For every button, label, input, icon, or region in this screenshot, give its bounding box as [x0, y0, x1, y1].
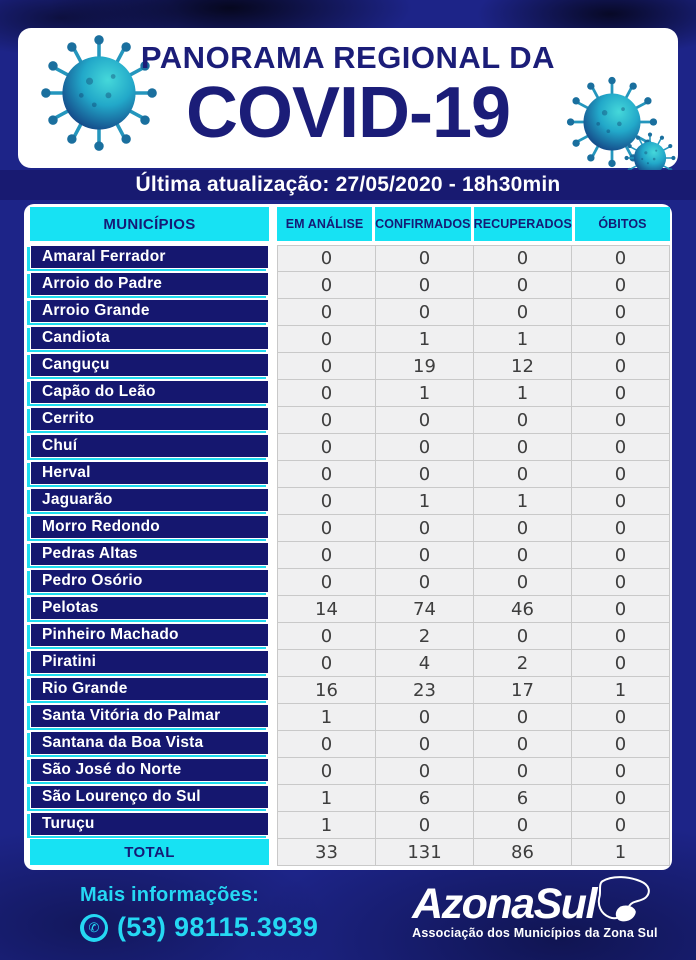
municipality-cell: Rio Grande	[30, 677, 269, 701]
value-cell-em-analise: 0	[277, 271, 376, 299]
table-row	[27, 812, 670, 839]
zona-sul-map-icon	[592, 874, 658, 930]
municipality-cell: Jaguarão	[30, 488, 269, 512]
value-cell-recuperados: 17	[473, 676, 572, 704]
municipality-cell: Arroio do Padre	[30, 272, 269, 296]
table-row	[27, 569, 670, 596]
value-cell-em-analise: 0	[277, 622, 376, 650]
page-title-covid: COVID-19	[185, 73, 511, 153]
value-cell-obitos: 0	[571, 568, 670, 596]
table-row	[27, 245, 670, 272]
municipality-cell: Pinheiro Machado	[30, 623, 269, 647]
value-cell-confirmados: 0	[375, 245, 474, 272]
municipality-cell: Capão do Leão	[30, 380, 269, 404]
table-row	[27, 434, 670, 461]
column-header-municipios: MUNICÍPIOS	[30, 207, 269, 241]
value-cell-em-analise: 0	[277, 433, 376, 461]
value-cell-recuperados: 0	[473, 406, 572, 434]
value-cell-em-analise: 0	[277, 460, 376, 488]
value-cells	[277, 245, 670, 272]
table-row	[27, 785, 670, 812]
table-row	[27, 731, 670, 758]
table-row	[27, 272, 670, 299]
value-cells	[277, 272, 670, 299]
value-cell-em-analise: 14	[277, 595, 376, 623]
municipality-cell: São Lourenço do Sul	[30, 785, 269, 809]
value-cell-confirmados: 1	[375, 379, 474, 407]
value-cell-confirmados: 0	[375, 460, 474, 488]
municipality-cell: Herval	[30, 461, 269, 485]
value-cell-obitos: 0	[571, 757, 670, 785]
value-cell-confirmados: 0	[375, 811, 474, 839]
update-banner: Última atualização: 27/05/2020 - 18h30min	[0, 170, 696, 200]
total-row	[27, 839, 670, 866]
table-row	[27, 758, 670, 785]
column-header-obitos: ÓBITOS	[575, 207, 670, 241]
table-row	[27, 326, 670, 353]
page-title: PANORAMA REGIONAL DA	[140, 40, 556, 75]
value-cells	[277, 650, 670, 677]
value-cell-recuperados: 0	[473, 730, 572, 758]
value-cell-confirmados: 1	[375, 325, 474, 353]
table-row	[27, 542, 670, 569]
contact-block	[80, 884, 318, 943]
value-cells	[277, 785, 670, 812]
phone-row	[80, 912, 318, 943]
value-cell-confirmados: 23	[375, 676, 474, 704]
value-cell-confirmados: 2	[375, 622, 474, 650]
value-cells	[277, 353, 670, 380]
value-cells	[277, 380, 670, 407]
value-cell-recuperados: 0	[473, 298, 572, 326]
value-cell-obitos: 0	[571, 487, 670, 515]
table-row	[27, 461, 670, 488]
value-cell-confirmados: 1	[375, 487, 474, 515]
value-cell-obitos: 0	[571, 730, 670, 758]
table-row	[27, 353, 670, 380]
value-cell-confirmados: 6	[375, 784, 474, 812]
total-cell-obitos: 1	[571, 838, 670, 866]
logo-row	[412, 878, 658, 930]
value-cell-obitos: 0	[571, 541, 670, 569]
value-cell-obitos: 0	[571, 271, 670, 299]
value-cell-em-analise: 1	[277, 703, 376, 731]
value-cells	[277, 542, 670, 569]
municipality-cell: São José do Norte	[30, 758, 269, 782]
value-cells	[277, 326, 670, 353]
column-header-em-analise: EM ANÁLISE	[277, 207, 372, 241]
value-cell-obitos: 0	[571, 514, 670, 542]
value-cell-em-analise: 0	[277, 514, 376, 542]
municipality-cell: Morro Redondo	[30, 515, 269, 539]
value-cell-obitos: 0	[571, 622, 670, 650]
municipality-cell: Piratini	[30, 650, 269, 674]
value-cells	[277, 569, 670, 596]
value-cell-obitos: 0	[571, 325, 670, 353]
municipality-cell: Canguçu	[30, 353, 269, 377]
value-cell-confirmados: 0	[375, 703, 474, 731]
value-cell-confirmados: 74	[375, 595, 474, 623]
value-cell-recuperados: 0	[473, 568, 572, 596]
column-header-recuperados: RECUPERADOS	[474, 207, 572, 241]
municipality-cell: Turuçu	[30, 812, 269, 836]
value-cell-recuperados: 0	[473, 757, 572, 785]
covid-table	[24, 204, 672, 870]
value-cell-obitos: 0	[571, 406, 670, 434]
phone-icon	[80, 914, 108, 942]
azonasul-logo	[412, 878, 658, 940]
value-cell-obitos: 0	[571, 460, 670, 488]
value-cell-recuperados: 2	[473, 649, 572, 677]
total-cell-confirmados: 131	[375, 838, 474, 866]
value-cells	[277, 704, 670, 731]
value-cell-confirmados: 0	[375, 298, 474, 326]
value-cell-recuperados: 46	[473, 595, 572, 623]
table-row	[27, 407, 670, 434]
value-cell-confirmados: 0	[375, 541, 474, 569]
more-info-label: Mais informações:	[80, 884, 260, 906]
value-cell-em-analise: 0	[277, 298, 376, 326]
logo-subtitle: Associação dos Municípios da Zona Sul	[412, 926, 658, 940]
value-cells	[277, 407, 670, 434]
value-cell-confirmados: 19	[375, 352, 474, 380]
total-values	[277, 839, 670, 866]
value-cell-recuperados: 0	[473, 460, 572, 488]
municipality-cell: Arroio Grande	[30, 299, 269, 323]
value-cell-recuperados: 0	[473, 433, 572, 461]
value-cell-confirmados: 0	[375, 406, 474, 434]
value-cell-confirmados: 0	[375, 568, 474, 596]
value-cells	[277, 488, 670, 515]
value-cell-em-analise: 16	[277, 676, 376, 704]
table-row	[27, 380, 670, 407]
value-cell-em-analise: 0	[277, 541, 376, 569]
value-cell-em-analise: 0	[277, 730, 376, 758]
value-cell-recuperados: 0	[473, 271, 572, 299]
value-cell-obitos: 0	[571, 245, 670, 272]
value-cell-obitos: 0	[571, 703, 670, 731]
value-cell-obitos: 0	[571, 433, 670, 461]
value-cell-recuperados: 6	[473, 784, 572, 812]
value-cell-obitos: 0	[571, 649, 670, 677]
value-cell-em-analise: 0	[277, 649, 376, 677]
value-cells	[277, 461, 670, 488]
phone-glyph: ✆	[84, 917, 105, 938]
header-card	[18, 28, 678, 168]
table-row	[27, 299, 670, 326]
value-cell-recuperados: 0	[473, 245, 572, 272]
value-cell-recuperados: 0	[473, 811, 572, 839]
value-cell-recuperados: 1	[473, 487, 572, 515]
municipality-cell: Chuí	[30, 434, 269, 458]
value-cell-em-analise: 0	[277, 325, 376, 353]
value-cells	[277, 812, 670, 839]
value-cell-recuperados: 0	[473, 541, 572, 569]
value-cell-recuperados: 12	[473, 352, 572, 380]
municipality-cell: Cerrito	[30, 407, 269, 431]
value-cell-em-analise: 0	[277, 352, 376, 380]
value-cell-em-analise: 0	[277, 568, 376, 596]
value-cell-em-analise: 0	[277, 757, 376, 785]
value-cell-em-analise: 1	[277, 784, 376, 812]
value-cell-confirmados: 4	[375, 649, 474, 677]
table-row	[27, 677, 670, 704]
table-row	[27, 488, 670, 515]
value-cell-obitos: 0	[571, 352, 670, 380]
value-cell-em-analise: 0	[277, 406, 376, 434]
value-cell-em-analise: 0	[277, 245, 376, 272]
logo-text: AzonaSul	[412, 879, 596, 928]
municipality-cell: Pedras Altas	[30, 542, 269, 566]
table-row	[27, 623, 670, 650]
table-row	[27, 515, 670, 542]
total-cell-em-analise: 33	[277, 838, 376, 866]
municipality-cell: Pelotas	[30, 596, 269, 620]
column-header-confirmados: CONFIRMADOS	[375, 207, 471, 241]
value-cell-confirmados: 0	[375, 271, 474, 299]
table-header-row	[27, 207, 670, 241]
value-cell-obitos: 0	[571, 784, 670, 812]
value-cells	[277, 515, 670, 542]
value-cell-confirmados: 0	[375, 433, 474, 461]
table-row	[27, 650, 670, 677]
table-row	[27, 596, 670, 623]
value-cell-obitos: 0	[571, 595, 670, 623]
value-cell-obitos: 0	[571, 379, 670, 407]
value-cell-confirmados: 0	[375, 730, 474, 758]
value-cell-confirmados: 0	[375, 757, 474, 785]
value-cell-obitos: 0	[571, 298, 670, 326]
municipality-cell: Pedro Osório	[30, 569, 269, 593]
value-cell-confirmados: 0	[375, 514, 474, 542]
value-cell-recuperados: 0	[473, 622, 572, 650]
total-label-cell: TOTAL	[30, 839, 269, 865]
total-cell-recuperados: 86	[473, 838, 572, 866]
municipality-cell: Amaral Ferrador	[30, 245, 269, 269]
value-cell-recuperados: 0	[473, 703, 572, 731]
value-cells	[277, 731, 670, 758]
municipality-cell: Santana da Boa Vista	[30, 731, 269, 755]
value-cell-em-analise: 0	[277, 379, 376, 407]
value-cells	[277, 596, 670, 623]
phone-number[interactable]: (53) 98115.3939	[117, 912, 319, 942]
value-cell-obitos: 1	[571, 676, 670, 704]
value-cells	[277, 434, 670, 461]
municipality-cell: Candiota	[30, 326, 269, 350]
value-cell-obitos: 0	[571, 811, 670, 839]
value-cell-em-analise: 0	[277, 487, 376, 515]
value-cell-recuperados: 1	[473, 325, 572, 353]
value-cell-recuperados: 0	[473, 514, 572, 542]
value-cells	[277, 623, 670, 650]
value-cell-recuperados: 1	[473, 379, 572, 407]
table-row	[27, 704, 670, 731]
municipality-cell: Santa Vitória do Palmar	[30, 704, 269, 728]
value-cell-em-analise: 1	[277, 811, 376, 839]
value-cells	[277, 299, 670, 326]
table-body	[27, 245, 670, 839]
value-cells	[277, 677, 670, 704]
value-cells	[277, 758, 670, 785]
